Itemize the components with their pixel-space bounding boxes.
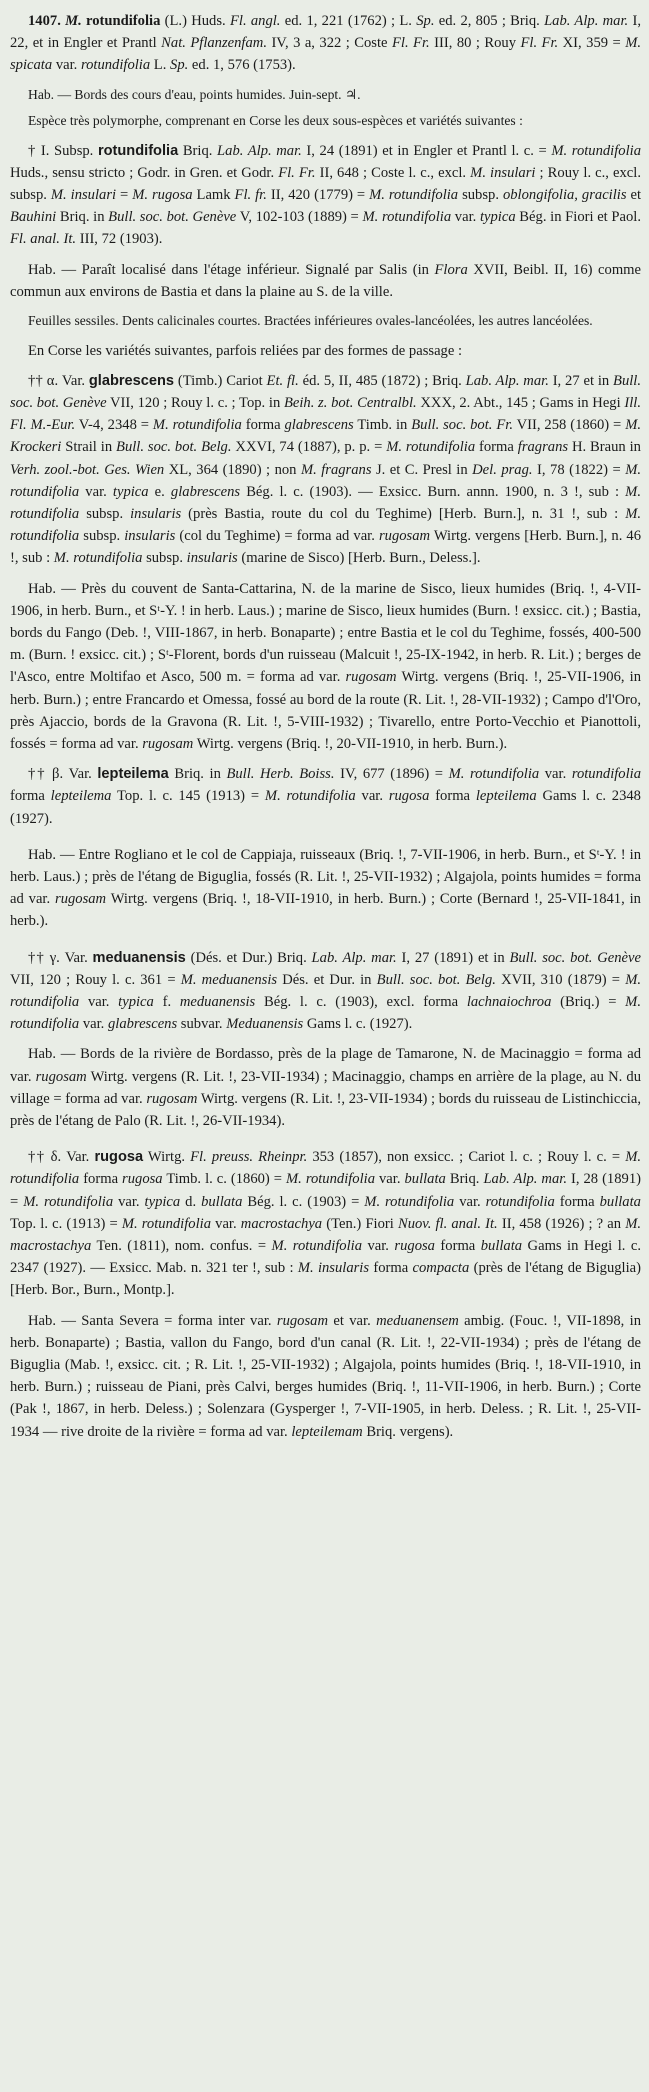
text-run: insularis bbox=[186, 550, 238, 567]
text-run: Fl. angl. bbox=[229, 13, 281, 29]
text-run: rotundifolia bbox=[80, 57, 151, 74]
text-run: Wirtg. vergens (Briq. !, 20-VII-1910, in herb. Burn.). bbox=[193, 735, 508, 752]
text-run: Hab. — Paraît localisé dans l'étage inférieur. Signalé par Salis (in bbox=[28, 261, 435, 278]
text-run: XVII, 310 (1879) = bbox=[495, 971, 626, 988]
text-run: typica bbox=[118, 994, 154, 1011]
paragraph-polymorph bbox=[10, 111, 641, 132]
text-run: I, 28 (1891) = bbox=[10, 1171, 645, 1210]
text-run: rugosam bbox=[142, 735, 194, 752]
text-run: bullata bbox=[404, 1171, 446, 1188]
text-run: M. rotundifolia bbox=[448, 766, 540, 783]
text-run: Wirtg. vergens (R. Lit. !, 23-VII-1934) ; Macinaggio, champs en arrière de la plage, au N. du village = forma ad var. bbox=[10, 1068, 645, 1107]
text-run: insularis bbox=[130, 505, 182, 522]
text-run: Fl. Fr. bbox=[391, 35, 430, 52]
text-run: oblongifolia, gracilis bbox=[502, 187, 627, 204]
text-run: typica bbox=[479, 209, 516, 226]
text-run: VII, 258 (1860) = bbox=[512, 417, 626, 434]
text-run: M. fragrans bbox=[300, 461, 372, 478]
text-run: et bbox=[626, 187, 645, 204]
text-run: subsp. bbox=[458, 187, 503, 204]
paragraph-var-alpha bbox=[10, 370, 645, 570]
text-run: M. insulari bbox=[50, 187, 117, 204]
text-run: Bég. l. c. (1903), excl. forma bbox=[255, 994, 467, 1011]
text-run: II, 648 ; Coste l. c., excl. bbox=[315, 164, 471, 181]
text-run: rugosam bbox=[276, 1312, 328, 1329]
text-run: Bull. Herb. Boiss. bbox=[226, 766, 335, 783]
text-run: var. bbox=[211, 1215, 241, 1232]
text-run: ed. 1, 221 (1762) ; L. bbox=[280, 13, 417, 29]
text-run: subsp. bbox=[79, 528, 125, 545]
text-run: M. rotundifolia bbox=[10, 971, 645, 1011]
text-run: bullata bbox=[599, 1193, 641, 1210]
text-run: ed. 1, 576 (1753). bbox=[188, 57, 296, 74]
text-run: Lab. Alp. mar. bbox=[544, 13, 629, 29]
text-run: (Ten.) Fiori bbox=[322, 1215, 398, 1232]
text-run: rotundifolia bbox=[97, 142, 179, 159]
text-run: rugosa bbox=[394, 1238, 435, 1255]
text-run: rotundifolia bbox=[571, 766, 642, 783]
text-run: Meduanensis bbox=[226, 1016, 304, 1033]
text-run: Hab. — Près du couvent de Santa-Cattarina, N. de la marine de Sisco, lieux humides (Briq. !, 4-VII-1906, in herb. Burn., et Sᵗ-Y. ! in herb. Laus.) ; marine de Sisco, lieux humides (Burn. ! exsicc. cit.) ; Bastia, bords du Fango (Deb. !, VIII-1867, in herb. Bonaparte) ; entre Bastia et le col du Teghime, fossés, 400-500 m. (Burn. ! exsicc. cit.) ; Sᵗ-Florent, bords d'un ruisseau (Malcuit !, 25-IX-1942, in herb. R. Lit.) ; berges de l'Asco, entre Moltifao et Asco, 500 m. = forma ad var. bbox=[10, 580, 645, 686]
text-run: Fl. anal. It. bbox=[10, 231, 77, 248]
text-run: meduanensis bbox=[179, 994, 256, 1011]
text-run: Fl. fr. bbox=[234, 187, 267, 204]
text-run: forma bbox=[434, 1238, 481, 1255]
text-run: Et. fl. bbox=[266, 372, 299, 389]
paragraph-hab-4 bbox=[10, 844, 645, 933]
text-run: Hab. — Santa Severa = forma inter var. bbox=[28, 1312, 277, 1329]
text-run: Bull. soc. bot. Genève bbox=[108, 209, 237, 226]
text-run: rugosam bbox=[378, 528, 431, 545]
text-run: Bég. in Fiori et Paol. bbox=[515, 209, 645, 226]
text-run: Gams l. c. 2348 (1927). bbox=[10, 788, 645, 827]
text-run: (marine de Sisco) [Herb. Burn., Deless.]. bbox=[237, 550, 481, 567]
text-run: M. rotundifolia bbox=[271, 1238, 363, 1255]
text-run: rotundifolia bbox=[485, 1193, 555, 1210]
text-run: Strail in bbox=[61, 439, 117, 456]
text-run: II, 420 (1779) = bbox=[266, 187, 370, 204]
text-run: XVII, Beibl. II, 16) comme commun aux environs de Bastia et dans la plaine au S. de la ville. bbox=[10, 261, 645, 300]
text-run: (col du Teghime) = forma ad var. bbox=[175, 528, 379, 545]
text-run: meduanensem bbox=[376, 1312, 459, 1329]
text-run: fragrans bbox=[517, 439, 569, 456]
text-run: VII, 120 ; Rouy l. c. ; Top. in bbox=[106, 394, 284, 411]
text-run: Gams l. c. (1927). bbox=[303, 1016, 413, 1033]
text-run: glabrescens bbox=[170, 483, 241, 500]
text-run: Lab. Alp. mar. bbox=[483, 1171, 567, 1188]
text-run: Briq. vergens). bbox=[362, 1423, 454, 1440]
text-run: M. rotundifolia bbox=[10, 483, 645, 522]
text-run: †† β. Var. bbox=[28, 766, 98, 783]
text-run: 1407. bbox=[28, 13, 66, 29]
text-run: M. rotundifolia bbox=[121, 1215, 211, 1232]
text-run: XL, 364 (1890) ; non bbox=[164, 461, 301, 478]
paragraph-hab-3 bbox=[10, 578, 645, 756]
text-run: lachnaiochroa bbox=[466, 994, 552, 1011]
text-run: forma bbox=[79, 1171, 123, 1188]
text-run: (Briq.) = bbox=[551, 994, 626, 1011]
text-run: M. rotundifolia bbox=[10, 461, 645, 500]
text-run: Lab. Alp. mar. bbox=[311, 949, 397, 966]
text-run: forma bbox=[241, 417, 285, 434]
text-run: Fl. Fr. bbox=[278, 164, 316, 181]
text-run: Wirtg. vergens (Briq. !, 25-VII-1906, in herb. Burn.) ; entre Francardo et Omessa, fossé au bord de la route (R. Lit. !, 28-VII-1932) ; Campo d'l'Oro, près Ajaccio, bords de la Gravona (R. Lit. !, 5-VIII-1932) ; Tivarello, entre Porto-Vecchio et Pianottoli, fossés = forma ad var. bbox=[10, 669, 645, 752]
text-run: typica bbox=[112, 483, 149, 500]
text-run: var. bbox=[454, 1193, 486, 1210]
text-run: lepteilema bbox=[50, 788, 112, 805]
text-run: d. bbox=[180, 1193, 202, 1210]
text-run: compacta bbox=[412, 1260, 470, 1277]
text-run: rugosa bbox=[122, 1171, 163, 1188]
text-run: Bull. soc. bot. Genève bbox=[509, 949, 641, 966]
text-run: Briq. in bbox=[168, 766, 227, 783]
text-run: M. bbox=[65, 13, 82, 29]
text-run: H. Braun in bbox=[568, 439, 645, 456]
text-run: subvar. bbox=[177, 1016, 227, 1033]
text-run: V-4, 2348 = bbox=[75, 417, 153, 434]
text-run: M. rotundifolia bbox=[53, 550, 143, 567]
text-run: Bull. soc. bot. Genève bbox=[10, 372, 645, 411]
text-run: M. insularis bbox=[297, 1260, 370, 1277]
text-run: Lab. Alp. mar. bbox=[217, 142, 302, 159]
text-run: Fl. Fr. bbox=[520, 35, 559, 52]
paragraph-leaves bbox=[10, 311, 641, 332]
text-run: Nat. Pflanzenfam. bbox=[161, 35, 267, 52]
paragraph-hab-2 bbox=[10, 259, 645, 303]
text-run: M. rotundifolia bbox=[264, 788, 356, 805]
text-run: subsp. bbox=[142, 550, 187, 567]
text-run: et var. bbox=[328, 1312, 377, 1329]
text-run: XXVI, 74 (1887), p. p. = bbox=[231, 439, 387, 456]
text-run: Espèce très polymorphe, comprenant en Corse les deux sous-espèces et variétés suivantes : bbox=[28, 113, 523, 129]
paragraph-var-delta bbox=[10, 1146, 645, 1301]
text-run: Ill. Fl. M.-Eur. bbox=[10, 394, 645, 434]
text-run: Bég. l. c. (1903) = bbox=[242, 1193, 365, 1210]
paragraph-hab-5 bbox=[10, 1043, 645, 1132]
text-run: rotundifolia bbox=[81, 13, 161, 29]
text-run: typica bbox=[144, 1193, 181, 1210]
text-run: Wirtg. vergens (R. Lit. !, 23-VII-1934) ; bords du ruisseau de Listinchiccia, près de l'étang de Palo (R. Lit. !, 26-VII-1934). bbox=[10, 1090, 645, 1130]
text-run: Briq. in bbox=[56, 209, 109, 226]
text-run: bullata bbox=[480, 1238, 523, 1255]
text-run: insularis bbox=[124, 528, 176, 545]
paragraph-var-beta bbox=[10, 763, 645, 830]
text-run: subsp. bbox=[79, 505, 131, 522]
text-run: éd. 5, II, 485 (1872) ; Briq. bbox=[298, 372, 466, 389]
text-run: var. bbox=[79, 483, 113, 500]
text-run: M. meduanensis bbox=[180, 971, 278, 988]
text-run: var. bbox=[79, 1016, 108, 1033]
text-run: M. rotundifolia bbox=[152, 417, 242, 434]
text-run: var. bbox=[113, 1193, 145, 1210]
text-run: e. bbox=[148, 483, 171, 500]
text-run: Briq. bbox=[445, 1171, 484, 1188]
text-run: †† γ. Var. bbox=[28, 949, 93, 966]
text-run: meduanensis bbox=[92, 949, 186, 966]
text-run: Bég. l. c. (1903). — Exsicc. Burn. annn. 1900, n. 3 !, sub : bbox=[240, 483, 626, 500]
text-run: Fl. preuss. Rheinpr. bbox=[190, 1149, 308, 1166]
text-run: bullata bbox=[201, 1193, 243, 1210]
text-run: rugosam bbox=[35, 1068, 87, 1085]
text-run: M. rotundifolia bbox=[10, 994, 645, 1033]
text-run: M. rotundifolia bbox=[10, 1149, 645, 1188]
text-run: Lamk bbox=[192, 187, 235, 204]
text-run: f. bbox=[153, 994, 180, 1011]
text-run: I, 27 et in bbox=[548, 372, 614, 389]
text-run: rugosa bbox=[94, 1149, 144, 1166]
text-run: Sp. bbox=[170, 57, 189, 74]
text-run: M. rotundifolia bbox=[10, 505, 645, 545]
text-run: (près Bastia, route du col du Teghime) [Herb. Burn.], n. 31 !, sub : bbox=[181, 505, 626, 522]
text-run: M. insulari bbox=[470, 164, 536, 181]
text-run: III, 72 (1903). bbox=[76, 231, 163, 248]
text-run: macrostachya bbox=[240, 1215, 323, 1232]
text-run: M. rotundifolia bbox=[386, 439, 476, 456]
text-run: Wirtg. vergens (Briq. !, 18-VII-1910, in herb. Burn.) ; Corte (Bernard !, 25-VII-1841, in herb.). bbox=[10, 891, 645, 930]
text-run: Flora bbox=[434, 261, 468, 278]
text-run: M. rotundifolia bbox=[362, 209, 452, 226]
text-run: I, 27 (1891) et in bbox=[396, 949, 510, 966]
text-run: Bull. soc. bot. Belg. bbox=[376, 971, 496, 988]
text-run: = bbox=[116, 187, 133, 204]
text-run: 353 (1857), non exsicc. ; Cariot l. c. ; Rouy l. c. = bbox=[307, 1149, 626, 1166]
text-run: var. bbox=[362, 1238, 395, 1255]
paragraph-var-gamma bbox=[10, 947, 645, 1036]
text-run: Ten. (1811), nom. confus. = bbox=[91, 1238, 272, 1255]
paragraph-entry bbox=[10, 10, 645, 77]
text-run: M. rotundifolia bbox=[286, 1171, 376, 1188]
text-run: Feuilles sessiles. Dents calicinales courtes. Bractées inférieures ovales-lancéolées, les autres lancéolées. bbox=[28, 313, 593, 329]
text-run: Briq. bbox=[178, 142, 218, 159]
text-run: forma bbox=[429, 788, 476, 805]
text-run: ambig. (Fouc. !, VII-1898, in herb. Bonaparte) ; Bastia, vallon du Fango, bord d'un canal (R. Lit. !, 22-VII-1934) ; près de l'étang de Biguglia (Mab. !, exsicc. cit. ; R. Lit. !, 25-VII-1932) ; Algajola, points humides (Briq. !, 18-VII-1910, in herb. Burn.) ; ruisseau de Piani, près Calvi, berges humides (Briq. !, 11-VII-1906, in herb. Burn.) ; Corte (Pak !, 1867, in herb. Deless.) ; Solenzara (Gysperger !, 7-VII-1905, in herb. Deless. ; R. Lit. !, 25-VII-1934 — rive droite de la rivière = forma ad var. bbox=[10, 1312, 645, 1440]
text-run: Dés. et Dur. in bbox=[277, 971, 377, 988]
text-run: Del. prag. bbox=[472, 461, 533, 478]
text-run: Lab. Alp. mar. bbox=[465, 372, 549, 389]
text-run: var. bbox=[355, 788, 389, 805]
text-run: †† α. Var. bbox=[28, 372, 89, 389]
text-run: glabrescens bbox=[107, 1016, 178, 1033]
text-run: forma bbox=[369, 1260, 413, 1277]
text-run: I, 78 (1822) = bbox=[532, 461, 626, 478]
text-run: glabrescens bbox=[284, 417, 354, 434]
text-run: var. bbox=[79, 994, 119, 1011]
text-run: XXX, 2. Abt., 145 ; Gams in Hegi bbox=[416, 394, 625, 411]
text-run: Gams in Hegi l. c. 2347 (1927). — Exsicc. Mab. n. 321 ter !, sub : bbox=[10, 1238, 645, 1277]
text-run: rugosam bbox=[55, 891, 107, 908]
text-run: Timb. l. c. (1860) = bbox=[162, 1171, 287, 1188]
text-run: rugosa bbox=[388, 788, 430, 805]
text-run: Wirtg. vergens [Herb. Burn.], n. 46 !, sub : bbox=[10, 528, 645, 567]
text-run: Wirtg. bbox=[143, 1149, 191, 1166]
text-run: var. bbox=[52, 57, 81, 74]
text-run: Bull. soc. bot. Fr. bbox=[411, 417, 513, 434]
text-run: glabrescens bbox=[88, 372, 175, 389]
text-run: ; Rouy l. c., excl. subsp. bbox=[10, 164, 645, 204]
text-run: M. rotundifolia bbox=[369, 187, 459, 204]
text-run: M. rotundifolia bbox=[364, 1193, 455, 1210]
text-run: Hab. — Bords de la rivière de Bordasso, près de la plage de Tamarone, N. de Macinaggio = forma ad var. bbox=[10, 1046, 645, 1085]
text-run: (L.) Huds. bbox=[160, 13, 230, 29]
text-run: †† δ. Var. bbox=[28, 1149, 95, 1166]
text-run: lepteilema bbox=[97, 766, 169, 783]
text-run: var. bbox=[539, 766, 572, 783]
text-run: I, 22, et in Engler et Prantl bbox=[10, 13, 645, 52]
text-run: lepteilemam bbox=[291, 1423, 363, 1440]
text-run: Beih. z. bot. Centralbl. bbox=[283, 394, 417, 411]
text-run: Top. l. c. (1913) = bbox=[10, 1193, 645, 1232]
text-run: lepteilema bbox=[475, 788, 537, 805]
text-run: M. rotundifolia bbox=[23, 1193, 114, 1210]
text-run: (Timb.) Cariot bbox=[174, 372, 267, 389]
text-run: III, 80 ; Rouy bbox=[429, 35, 521, 52]
text-run: Hab. — Entre Rogliano et le col de Cappiaja, ruisseaux (Briq. !, 7-VII-1906, in herb. Burn., et Sᵗ-Y. ! in herb. Laus.) ; près de l'étang de Biguglia, fossés (R. Lit. !, 25-VII-1932) ; Algajola, points humides = forma ad var. bbox=[10, 846, 645, 908]
paragraph-subsp-rotundifolia bbox=[10, 140, 645, 251]
text-run: J. et C. Presl in bbox=[371, 461, 473, 478]
text-run: rugosam bbox=[146, 1090, 198, 1107]
text-run: Huds., sensu stricto ; Godr. in Gren. et Godr. bbox=[10, 142, 645, 181]
text-run: (près de l'étang de Biguglia) [Herb. Bor., Burn., Montp.]. bbox=[10, 1260, 645, 1299]
text-run: Hab. — Bords des cours d'eau, points humides. Juin-sept. ♃. bbox=[28, 86, 361, 102]
text-run: II, 458 (1926) ; ? an bbox=[497, 1215, 626, 1232]
text-run: rugosam bbox=[345, 669, 397, 686]
text-run: M. spicata bbox=[10, 35, 645, 74]
text-run: var. bbox=[375, 1171, 405, 1188]
text-run: M. Krockeri bbox=[10, 417, 645, 456]
text-run: I, 24 (1891) et in Engler et Prantl l. c. = bbox=[301, 142, 552, 159]
text-run: forma bbox=[475, 439, 518, 456]
text-run: var. bbox=[451, 209, 480, 226]
text-run: Nuov. fl. anal. It. bbox=[397, 1215, 498, 1232]
text-run: forma bbox=[554, 1193, 600, 1210]
text-run: V, 102-103 (1889) = bbox=[236, 209, 363, 226]
text-run: forma bbox=[10, 766, 645, 805]
text-run: VII, 120 ; Rouy l. c. 361 = bbox=[10, 949, 645, 988]
text-run: M. rugosa bbox=[132, 187, 193, 204]
paragraph-hab-1 bbox=[10, 85, 641, 106]
text-run: (Dés. et Dur.) Briq. bbox=[185, 949, 312, 966]
paragraph-varieties-intro bbox=[10, 340, 641, 362]
text-run: Sp. bbox=[416, 13, 435, 29]
text-run: Bull. soc. bot. Belg. bbox=[116, 439, 232, 456]
text-run: Bauhini bbox=[10, 209, 57, 226]
text-run: † I. Subsp. bbox=[28, 142, 98, 159]
text-run: L. bbox=[150, 57, 171, 74]
text-run: Top. l. c. 145 (1913) = bbox=[111, 788, 265, 805]
text-run: Timb. in bbox=[353, 417, 412, 434]
text-run: IV, 3 a, 322 ; Coste bbox=[266, 35, 392, 52]
paragraph-hab-6 bbox=[10, 1310, 645, 1443]
text-run: IV, 677 (1896) = bbox=[334, 766, 449, 783]
text-run: XI, 359 = bbox=[558, 35, 626, 52]
text-run: ed. 2, 805 ; Briq. bbox=[434, 13, 545, 29]
text-run: Verh. zool.-bot. Ges. Wien bbox=[10, 461, 165, 478]
text-run: En Corse les variétés suivantes, parfois reliées par des formes de passage : bbox=[28, 342, 463, 359]
text-run: M. macrostachya bbox=[10, 1215, 645, 1255]
text-run: M. rotundifolia bbox=[551, 142, 641, 159]
